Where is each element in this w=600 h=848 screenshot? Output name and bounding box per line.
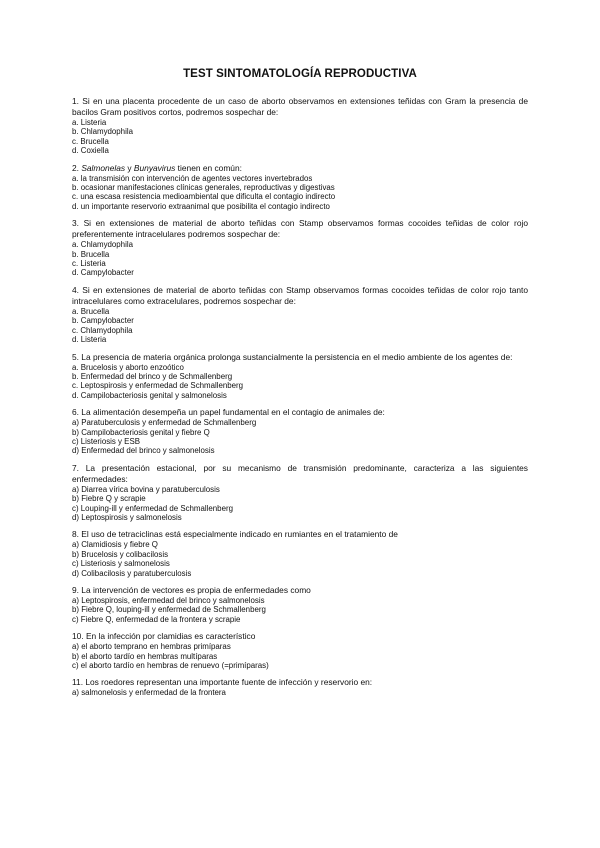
question-text: 4. Si en extensiones de material de aborto teñidas con Stamp observamos formas cocoides teñidas de color rojo tanto intracelulares como extracelulares, podremos sospechar de: [72,284,528,306]
answer-option: a) salmonelosis y enfermedad de la frontera [72,688,226,698]
answer-option: b) el aborto tardío en hembras multíparas [72,651,218,661]
question-text: 10. En la infección por clamidias es característico [72,631,256,642]
answer-option: c. Chlamydophila [72,325,133,335]
answer-option: c) Louping-ill y enfermedad de Schmallenberg [72,503,233,513]
question-8 [72,529,528,578]
question-9 [72,585,528,624]
answer-option: d. Coxiella [72,146,109,156]
answer-option: b. Enfermedad del brinco y de Schmallenberg [72,371,233,381]
document-page [72,68,528,705]
answer-option: b) Brucelosis y colibacilosis [72,549,169,559]
answer-option: b. Brucella [72,249,110,259]
answer-option: a. la transmisión con intervención de agentes vectores invertebrados [72,173,313,183]
answer-option: a. Brucelosis y aborto enzoótico [72,362,184,372]
question-text: 2. Salmonelas y Bunyavirus tienen en común: [72,162,242,173]
question-text: 9. La intervención de vectores es propia de enfermedades como [72,585,311,595]
question-3 [72,218,528,278]
question-7 [72,463,528,523]
answer-option: c) Listeriosis y ESB [72,436,140,446]
answer-option: b) Fiebre Q, louping-ill y enfermedad de Schmallenberg [72,605,266,615]
question-5 [72,352,528,401]
question-list [72,96,528,698]
answer-option: a) Leptospirosis, enfermedad del brinco y salmonelosis [72,596,265,605]
question-text: 8. El uso de tetraciclinas está especialmente indicado en rumiantes en el tratamiento de [72,529,398,540]
answer-option: a) el aborto temprano en hembras primíparas [72,642,231,652]
answer-option: a) Diarrea vírica bovina y paratuberculosis [72,484,220,494]
question-text: 1. Si en una placenta procedente de un caso de aborto observamos en extensiones teñidas con Gram la presencia de bacilos Gram positivos cortos, podremos sospechar de: [72,96,528,117]
answer-option: d) Leptospirosis y salmonelosis [72,512,182,522]
question-1 [72,96,528,156]
answer-option: c) Listeriosis y salmonelosis [72,559,170,569]
question-2 [72,163,528,212]
answer-option: c. Brucella [72,136,109,146]
answer-option: d. Listeria [72,335,107,345]
answer-option: a. Chlamydophila [72,240,133,250]
answer-option: d. Campylobacter [72,268,134,278]
answer-option: c) el aborto tardío en hembras de renuevo (=primíparas) [72,661,269,671]
answer-option: a. Brucella [72,306,110,316]
answer-option: b. Chlamydophila [72,127,133,137]
question-text: 7. La presentación estacional, por su mecanismo de transmisión predominante, caracteriza a las siguientes enfermedades: [72,462,528,484]
answer-option: c. una escasa resistencia medioambiental que dificulta el contagio indirecto [72,192,336,202]
answer-option: b) Fiebre Q y scrapie [72,494,146,504]
question-11 [72,677,528,697]
answer-option: c. Listeria [72,259,106,269]
question-10 [72,631,528,670]
answer-option: c) Fiebre Q, enfermedad de la frontera y scrapie [72,614,241,624]
answer-option: a) Clamidiosis y fiebre Q [72,540,158,550]
answer-option: a. Listeria [72,118,107,127]
answer-option: d. Campilobacteriosis genital y salmonelosis [72,390,227,400]
document-title: TEST SINTOMATOLOGÍA REPRODUCTIVA [183,68,417,80]
question-text: 3. Si en extensiones de material de aborto teñidas con Stamp observamos formas cocoides teñidas de color rojo preferentemente intracelulares podremos sospechar de: [72,218,528,240]
question-text: 11. Los roedores representan una importante fuente de infección y reservorio en: [72,677,373,688]
answer-option: b. Campylobacter [72,316,134,326]
answer-option: b. ocasionar manifestaciones clínicas generales, reproductivas y digestivas [72,183,335,193]
answer-option: d. un importante reservorio extraanimal que posibilita el contagio indirecto [72,201,330,211]
answer-option: b) Campilobacteriosis genital y fiebre Q [72,427,210,437]
answer-option: c. Leptospirosis y enfermedad de Schmallenberg [72,381,244,391]
answer-option: d) Enfermedad del brinco y salmonelosis [72,446,215,456]
answer-option: d) Colibacilosis y paratuberculosis [72,568,192,578]
answer-option: a) Paratuberculosis y enfermedad de Schmallenberg [72,418,257,428]
question-text: 5. La presencia de materia orgánica prolonga sustancialmente la persistencia en el medio ambiente de los agentes de: [72,351,513,362]
question-4 [72,285,528,345]
question-6 [72,407,528,456]
question-text: 6. La alimentación desempeña un papel fundamental en el contagio de animales de: [72,407,385,418]
